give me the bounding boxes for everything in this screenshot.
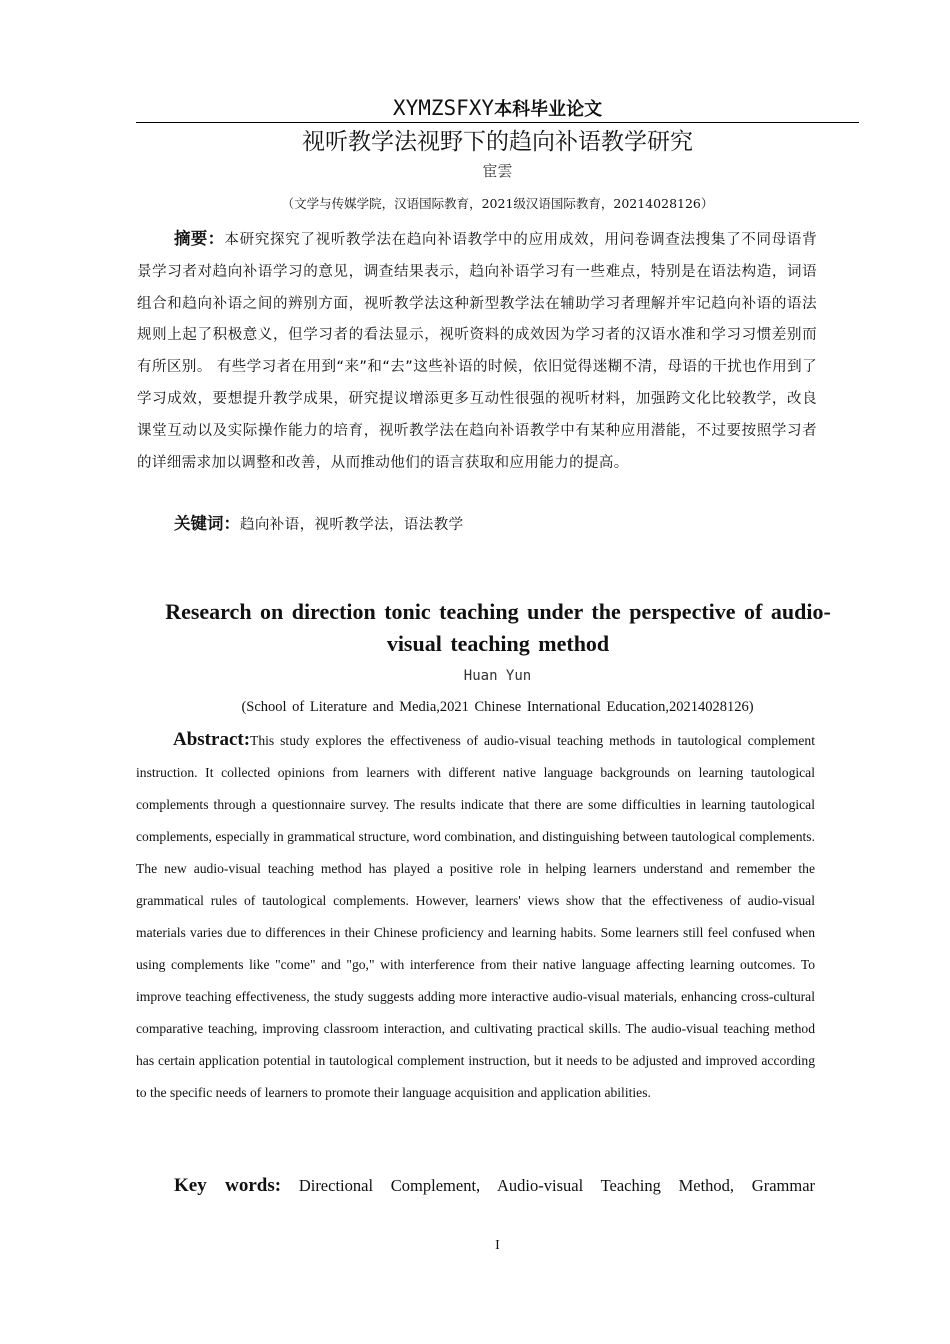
chinese-author: 宦雲 [482,162,513,180]
chinese-keywords-text: 趋向补语，视听教学法，语法教学 [240,517,464,533]
header-thesis-label: 本科毕业论文 [494,99,603,120]
header-divider [136,122,859,123]
english-affiliation: (School of Literature and Media,2021 Chinese International Education,20214028126) [241,699,754,715]
english-title: Research on direction tonic teaching under the perspective of audio-visual teaching method [165,599,831,656]
chinese-affiliation: （文学与传媒学院，汉语国际教育，2021级汉语国际教育，20214028126） [281,196,714,211]
english-keywords-label: Key words: [174,1175,282,1196]
page-number: I [495,1238,500,1253]
chinese-keywords [174,510,814,539]
english-keywords-text: Directional Complement, Audio-visual Teaching Method, Grammar [298,1176,816,1195]
chinese-abstract-text: 本研究探究了视听教学法在趋向补语教学中的应用成效，用问卷调查法搜集了不同母语背景学习者对趋向补语学习的意见，调查结果表示，趋向补语学习有一些难点，特别是在语法构造，词语组合和趋向补语之间的辨别方面，视听教学法这种新型教学法在辅助学习者理解并牢记趋向补语的语法规则上起了积极意义，但学习者的看法显示，视听资料的成效因为学习者的汉语水准和学习习惯差别而有所区别。 有些学习者在用到“来”和“去”这些补语的时候，依旧觉得迷糊不清，母语的干扰也作用到了学习成效，要想提升教学成果，研究提议增添更多互动性很强的视听材料，加强跨文化比较教学，改良课堂互动以及实际操作能力的培育，视听教学法在趋向补语教学中有某种应用潜能，不过要按照学习者的详细需求加以调整和改善，从而推动他们的语言获取和应用能力的提高。 [137,232,818,471]
running-header [136,95,859,123]
chinese-keywords-label: 关键词： [174,514,240,533]
english-abstract-label: Abstract: [173,729,251,750]
english-abstract [136,724,815,1109]
english-abstract-text: This study explores the effectiveness of audio-visual teaching methods in tautological complement instruction. It collected opinions from learners with different native language backgrounds on learning tautological complements through a questionnaire survey. The results indicate that there are some difficulties in learning tautological complements, especially in grammatical structure, word combination, and distinguishing between tautological complements. The new audio-visual teaching method has played a positive role in helping learners understand and remember the grammatical rules of tautological complements. However, learners' views show that the effectiveness of audio-visual materials varies due to differences in their Chinese proficiency and learning habits. Some learners still feel confused when using complements like "come" and "go," with interference from their native language affecting learning outcomes. To improve teaching effectiveness, the study suggests adding more interactive audio-visual materials, enhancing cross-cultural comparative teaching, improving classroom interaction, and cultivating practical skills. The audio-visual teaching method has certain application potential in tautological complement instruction, but it needs to be adjusted and improved according to the specific needs of learners to promote their language acquisition and application abilities. [136,733,815,1100]
english-keywords [174,1172,815,1200]
header-code: XYMZSFXY [392,96,495,120]
chinese-abstract [137,223,817,479]
english-author: Huan Yun [463,668,532,684]
chinese-abstract-label: 摘要： [174,229,225,248]
chinese-title: 视听教学法视野下的趋向补语教学研究 [302,129,693,155]
